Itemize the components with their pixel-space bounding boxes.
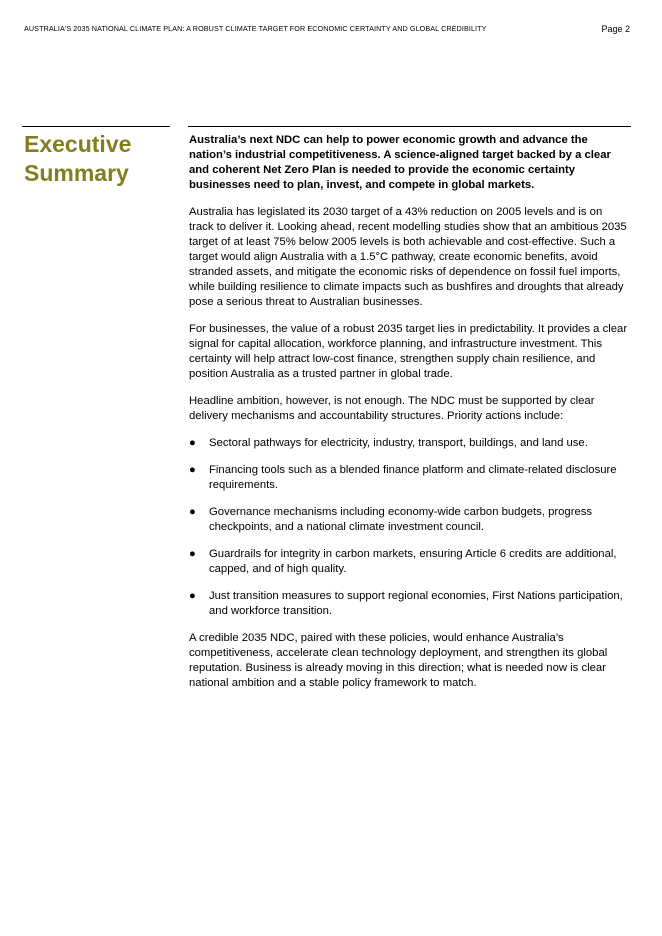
priority-actions-list <box>189 436 629 619</box>
paragraph-target-context: Australia has legislated its 2030 target of a 43% reduction on 2005 levels and is on track to deliver it. Looking ahead, recent modelling studies show that an ambitious 2035 target of at least 75% below 2005 levels is both achievable and cost-effective. Such a target would align Australia with a 1.5°C pathway, create economic benefits, avoid stranded assets, and mitigate the economic risks of dependence on fossil fuel imports, while building resilience to climate impacts such as bushfires and droughts that already pose a serious threat to Australian businesses. <box>189 206 627 308</box>
bullet-icon: ● <box>189 590 196 602</box>
page-number: Page 2 <box>601 24 630 34</box>
section-heading-line-1: Executive <box>24 131 132 157</box>
list-item-text: Governance mechanisms including economy-wide carbon budgets, progress checkpoints, and a national climate investment council. <box>209 506 593 533</box>
paragraph-priority-intro: Headline ambition, however, is not enough. The NDC must be supported by clear delivery mechanisms and accountability structures. Priority actions include: <box>189 395 595 422</box>
body-column <box>189 133 629 703</box>
running-header-title: AUSTRALIA'S 2035 NATIONAL CLIMATE PLAN: A ROBUST CLIMATE TARGET FOR ECONOMIC CERTAINTY AND GLOBAL CREDIBILITY <box>24 24 487 33</box>
section-heading-line-2: Summary <box>24 160 129 186</box>
closing-paragraph: A credible 2035 NDC, paired with these policies, would enhance Australia’s competitiveness, accelerate clean technology deployment, and strengthen its global reputation. Business is already moving in this direction; what is needed now is clear national ambition and a stable policy framework to match. <box>189 632 608 689</box>
list-item <box>189 589 629 619</box>
list-item-text: Just transition measures to support regional economies, First Nations participation, and workforce transition. <box>209 590 623 617</box>
lead-paragraph: Australia’s next NDC can help to power economic growth and advance the nation’s industrial competitiveness. A science-aligned target backed by a clear and coherent Net Zero Plan is needed to provide the economic certainty businesses need to plan, invest, and compete in global markets. <box>189 134 611 191</box>
body-rule <box>188 126 631 127</box>
bullet-icon: ● <box>189 464 196 476</box>
bullet-icon: ● <box>189 548 196 560</box>
list-item-text: Financing tools such as a blended finance platform and climate-related disclosure requirements. <box>209 464 617 491</box>
bullet-icon: ● <box>189 437 196 449</box>
list-item-text: Sectoral pathways for electricity, industry, transport, buildings, and land use. <box>209 437 588 449</box>
list-item-text: Guardrails for integrity in carbon markets, ensuring Article 6 credits are additional, capped, and of high quality. <box>209 548 617 575</box>
list-item <box>189 547 629 577</box>
list-item <box>189 463 629 493</box>
heading-rule <box>22 126 170 127</box>
bullet-icon: ● <box>189 506 196 518</box>
paragraph-business-value: For businesses, the value of a robust 2035 target lies in predictability. It provides a clear signal for capital allocation, workforce planning, and infrastructure investment. This certainty will help attract low-cost finance, strengthen supply chain resilience, and position Australia as a trusted partner in global trade. <box>189 323 628 380</box>
list-item <box>189 505 629 535</box>
list-item <box>189 436 629 451</box>
section-heading <box>24 130 174 188</box>
